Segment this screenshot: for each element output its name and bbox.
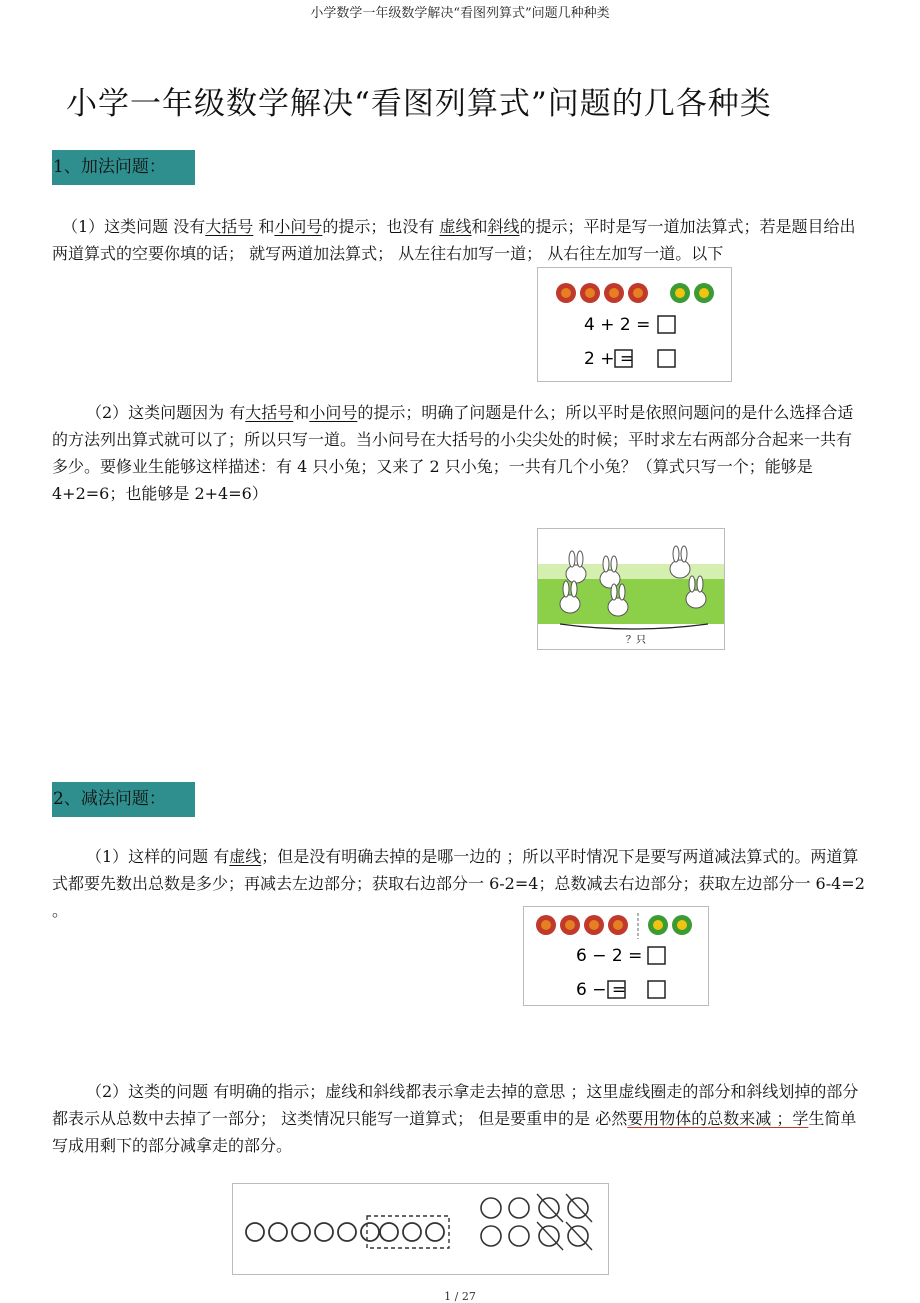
circle-icon bbox=[509, 1226, 529, 1246]
flowers-illustration bbox=[538, 268, 731, 381]
circle-icon bbox=[338, 1223, 356, 1241]
figure-flowers-addition bbox=[537, 267, 732, 382]
figure-flowers-subtraction bbox=[523, 906, 709, 1006]
running-header: 小学数学一年级数学解决“看图列算式”问题几种种类 bbox=[310, 6, 610, 21]
rabbits-illustration bbox=[538, 529, 724, 649]
rabbit-icon bbox=[600, 556, 620, 588]
subtraction-paragraph-2: （2）这类的问题 有明确的指示；虚线和斜线都表示拿走去掉的意思 ；这里虚线圈走的部分和斜线划掉的部分都表示从总数中去掉了一部分； 这类情况只能写一道算式； 但是要重申的是 必然要用物体的总数来减 ；学生简单写成用剩下的部分减拿走的部分。 bbox=[52, 1082, 859, 1155]
red-flower-icon bbox=[556, 283, 576, 303]
red-flower-icon bbox=[536, 915, 556, 935]
red-flower-icon bbox=[628, 283, 648, 303]
circle-icon bbox=[269, 1223, 287, 1241]
circle-icon bbox=[380, 1223, 398, 1241]
green-flower-icon bbox=[694, 283, 714, 303]
circle-icon bbox=[361, 1223, 379, 1241]
red-flower-icon bbox=[580, 283, 600, 303]
answer-box bbox=[658, 316, 675, 333]
red-flower-icon bbox=[560, 915, 580, 935]
figure-circles-subtraction bbox=[232, 1183, 609, 1275]
page-number: 1 / 27 bbox=[444, 1290, 476, 1303]
page-title: 小学一年级数学解决“看图列算式”问题的几各种类 bbox=[66, 86, 772, 122]
circle-icon bbox=[481, 1198, 501, 1218]
equation-1: 4 + 2 = bbox=[584, 315, 651, 335]
green-flower-icon bbox=[672, 915, 692, 935]
circle-icon bbox=[292, 1223, 310, 1241]
red-flower-icon bbox=[604, 283, 624, 303]
brace bbox=[560, 624, 708, 629]
equation-2: 6 − = bbox=[576, 980, 627, 1000]
circle-icon bbox=[246, 1223, 264, 1241]
circle-icon bbox=[403, 1223, 421, 1241]
circle-icon bbox=[481, 1226, 501, 1246]
green-flower-icon bbox=[670, 283, 690, 303]
answer-box bbox=[648, 981, 665, 998]
addition-paragraph-2: （2）这类问题因为 有大括号和小问号的提示；明确了问题是什么；所以平时是依照问题问的是什么选择合适的方法列出算式就可以了；所以只写一道。当小问号在大括号的小尖尖处的时候；平时求左右两部分合起来一共有多少。要修业生能够这样描述：有 4 只小兔；又来了 2 只小兔；一共有几个小兔？（算式只写一个；能够是 4+2=6；也能够是 2+4=6） bbox=[52, 403, 854, 503]
red-flower-icon bbox=[608, 915, 628, 935]
rabbit-icon bbox=[566, 551, 586, 583]
circles-illustration bbox=[233, 1184, 608, 1274]
section-heading-subtraction: 2、减法问题： bbox=[52, 782, 195, 817]
equation-1: 6 − 2 = bbox=[576, 946, 643, 966]
section-heading-addition: 1、加法问题： bbox=[52, 150, 195, 185]
answer-box bbox=[658, 350, 675, 367]
subtraction-paragraph-1: （1）这样的问题 有虚线；但是没有明确去掉的是哪一边的 ；所以平时情况下是要写两道减法算式的。两道算式都要先数出总数是多少；再减去左边部分；获取右边部分一 6-2=4；总数减去右边部分；获取左边部分一 6-4=2 。 bbox=[52, 847, 865, 920]
addition-paragraph-1: （1）这类问题 没有大括号 和小问号的提示；也没有 虚线和斜线的提示；平时是写一道加法算式；若是题目给出两道算式的空要你填的话； 就写两道加法算式； 从左往右加写一道； 从右往左加写一道。以下 bbox=[52, 217, 856, 263]
circle-icon bbox=[509, 1198, 529, 1218]
brace-label: ？只 bbox=[626, 635, 646, 646]
circle-icon bbox=[315, 1223, 333, 1241]
circle-icon bbox=[426, 1223, 444, 1241]
figure-rabbits bbox=[537, 528, 725, 650]
green-flower-icon bbox=[648, 915, 668, 935]
equation-2: 2 + = bbox=[584, 349, 635, 369]
answer-box bbox=[648, 947, 665, 964]
flowers-illustration bbox=[524, 907, 708, 1005]
red-flower-icon bbox=[584, 915, 604, 935]
rabbit-icon bbox=[670, 546, 690, 578]
